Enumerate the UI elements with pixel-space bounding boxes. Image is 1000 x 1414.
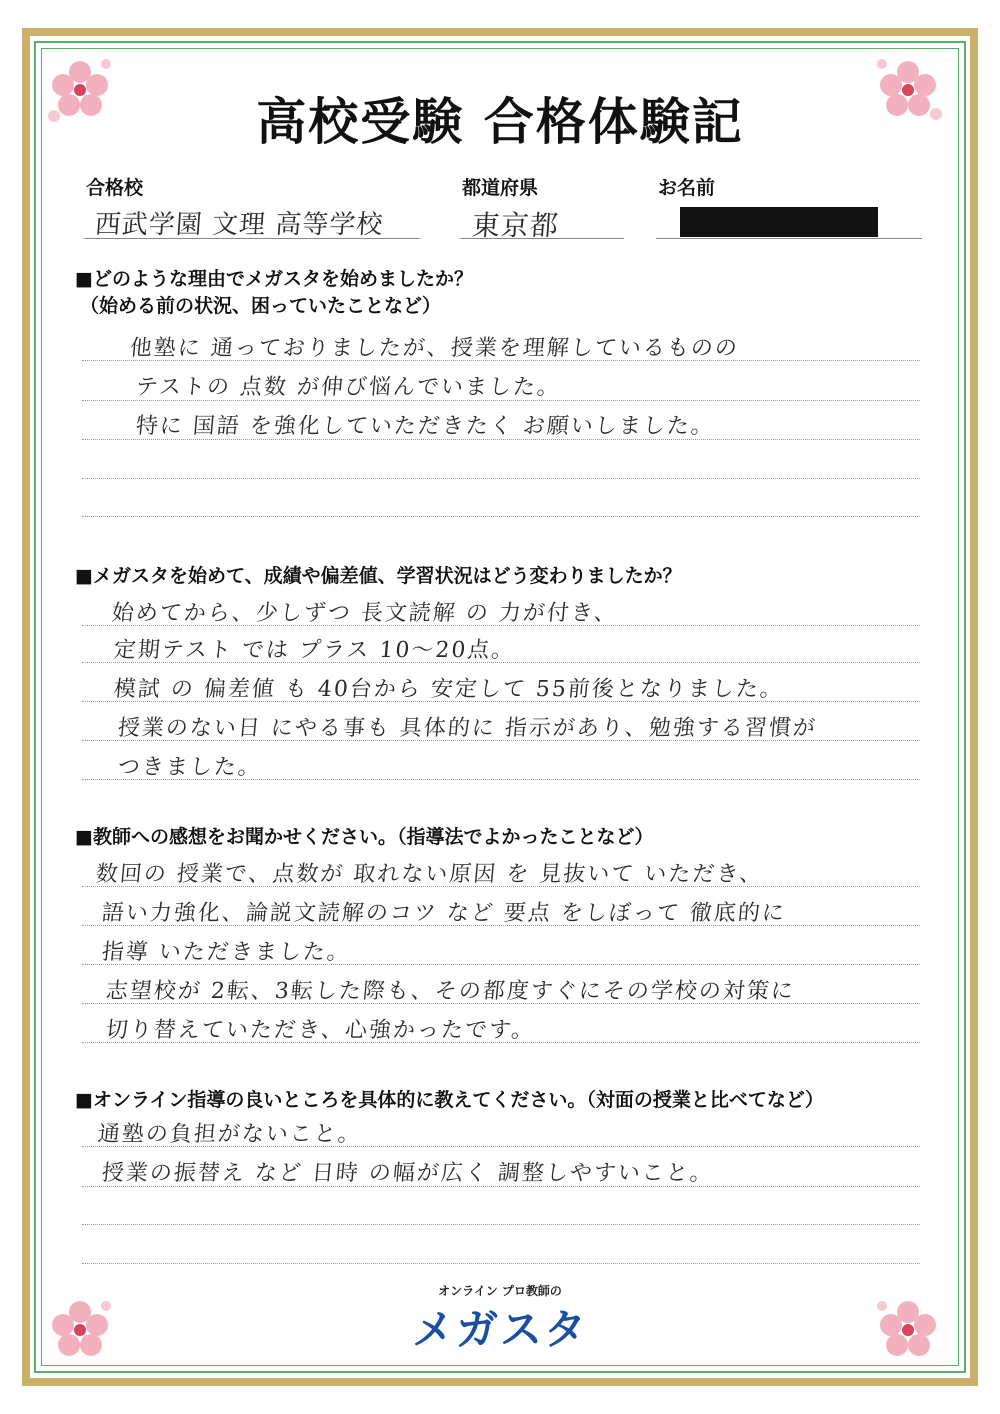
school-value: 西武学園 文理 高等学校 [93,210,385,240]
answer-line: つきました。 [116,755,263,780]
answer-line: 定期テスト では プラス 10～20点。 [112,638,517,663]
answer-line: 語い力強化、論説文読解のコツ など 要点 をしぼって 徹底的に [100,901,787,926]
section-1-subheading: （始める前の状況、困っていたことなど） [80,295,442,317]
answer-line: 授業のない日 にやる事も 具体的に 指示があり、勉強する習慣が [116,716,818,741]
ruled-line [82,478,920,479]
megasta-logo: メガスタ [411,1305,588,1354]
section-2-heading: ■メガスタを始めて、成績や偏差値、学習状況はどう変わりましたか？ [75,565,682,587]
prefecture-label: 都道府県 [462,177,539,199]
answer-line: 他塾に 通っておりましたが、授業を理解しているものの [128,336,740,361]
answer-line: 授業の振替え など 日時 の幅が広く 調整しやすいこと。 [100,1161,715,1186]
name-label: お名前 [658,177,716,199]
answer-line: 指導 いただきました。 [100,940,352,965]
section-4-heading: ■オンライン指導の良いところを具体的に教えてください。（対面の授業と比べてなど） [75,1089,824,1111]
school-underline [84,238,420,239]
school-label: 合格校 [86,177,144,199]
answer-line: 模試 の 偏差値 も 40台から 安定して 55前後となりました。 [112,677,785,702]
name-redaction-bar [680,207,878,237]
answer-line: テストの 点数 が伸び悩んでいました。 [134,375,563,400]
ruled-line [82,516,920,517]
answer-line: 特に 国語 を強化していただきたく お願いしました。 [134,414,716,439]
prefecture-value: 東京都 [470,209,561,242]
ruled-line [82,1263,920,1264]
logo-tagline: オンライン プロ教師の [438,1284,562,1298]
answer-line: 数回の 授業で、点数が 取れない原因 を 見抜いて いただき、 [94,862,765,887]
prefecture-underline [460,238,624,239]
page-title: 高校受験 合格体験記 [256,92,744,151]
section-1-heading: ■どのような理由でメガスタを始めましたか？ [75,268,473,290]
answer-line: 切り替えていただき、心強かったです。 [104,1018,537,1043]
answer-line: 始めてから、少しずつ 長文読解 の 力が付き、 [110,601,620,626]
section-3-heading: ■教師への感想をお聞かせください。（指導法でよかったことなど） [75,826,654,848]
answer-line: 志望校が 2転、3転した際も、その都度すぐにその学校の対策に [104,979,796,1004]
name-underline [656,238,922,239]
ruled-line [82,1224,920,1225]
answer-line: 通塾の負担がないこと。 [96,1122,363,1147]
